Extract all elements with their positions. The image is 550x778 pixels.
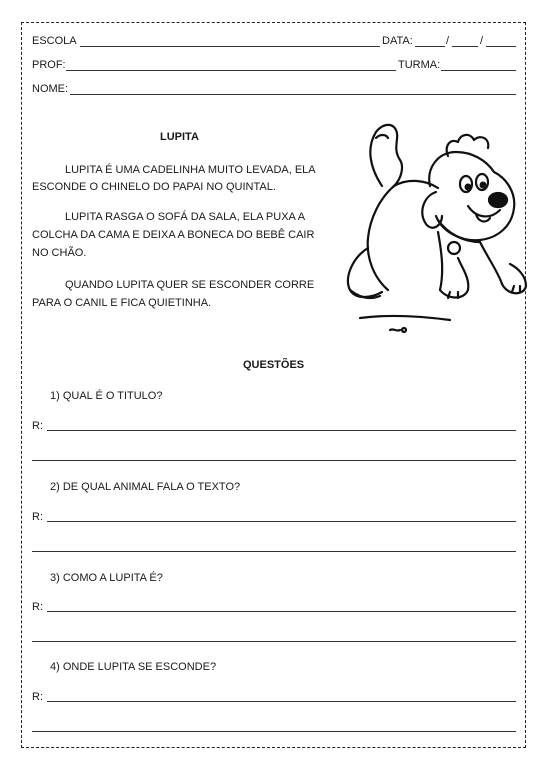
- question-4: 4) ONDE LUPITA SE ESCONDE?: [50, 661, 217, 673]
- answer-2-line-1[interactable]: [47, 521, 516, 522]
- data-month-line[interactable]: [452, 46, 478, 47]
- data-day-line[interactable]: [415, 46, 445, 47]
- escola-line[interactable]: [80, 46, 380, 47]
- nome-line[interactable]: [70, 94, 516, 95]
- answer-4-line-2[interactable]: [32, 731, 516, 732]
- data-label: DATA:: [382, 35, 413, 47]
- nome-label: NOME:: [32, 83, 69, 95]
- data-separator-1: /: [446, 35, 450, 47]
- turma-label: TURMA:: [398, 59, 441, 71]
- story-p1-line1: LUPITA É UMA CADELINHA MUITO LEVADA, ELA: [65, 164, 316, 176]
- data-year-line[interactable]: [486, 46, 516, 47]
- questions-title: QUESTÕES: [243, 359, 305, 371]
- story-p2-line2: COLCHA DA CAMA E DEIXA A BONECA DO BEBÊ CAIR: [32, 229, 315, 241]
- story-title: LUPITA: [160, 131, 199, 143]
- answer-2-label: R:: [32, 511, 43, 523]
- answer-2-line-2[interactable]: [32, 551, 516, 552]
- answer-3-line-1[interactable]: [47, 611, 516, 612]
- answer-3-line-2[interactable]: [32, 641, 516, 642]
- prof-line[interactable]: [66, 70, 396, 71]
- story-p1-line2: ESCONDE O CHINELO DO PAPAI NO QUINTAL.: [32, 181, 276, 193]
- turma-line[interactable]: [441, 70, 516, 71]
- answer-4-line-1[interactable]: [47, 701, 516, 702]
- answer-3-label: R:: [32, 601, 43, 613]
- question-3: 3) COMO A LUPITA É?: [50, 572, 163, 584]
- prof-label: PROF:: [32, 59, 66, 71]
- question-2: 2) DE QUAL ANIMAL FALA O TEXTO?: [50, 481, 241, 493]
- story-p3-line1: QUANDO LUPITA QUER SE ESCONDER CORRE: [65, 279, 315, 291]
- escola-label: ESCOLA: [32, 35, 77, 47]
- answer-1-line-2[interactable]: [32, 460, 516, 461]
- data-separator-2: /: [480, 35, 484, 47]
- story-p2-line1: LUPITA RASGA O SOFÁ DA SALA, ELA PUXA A: [65, 211, 306, 223]
- dog-illustration-icon: [330, 108, 530, 348]
- answer-1-line-1[interactable]: [47, 430, 516, 431]
- story-p2-line3: NO CHÃO.: [32, 247, 87, 259]
- answer-4-label: R:: [32, 691, 43, 703]
- question-1: 1) QUAL É O TITULO?: [50, 390, 163, 402]
- story-p3-line2: PARA O CANIL E FICA QUIETINHA.: [32, 297, 212, 309]
- answer-1-label: R:: [32, 420, 43, 432]
